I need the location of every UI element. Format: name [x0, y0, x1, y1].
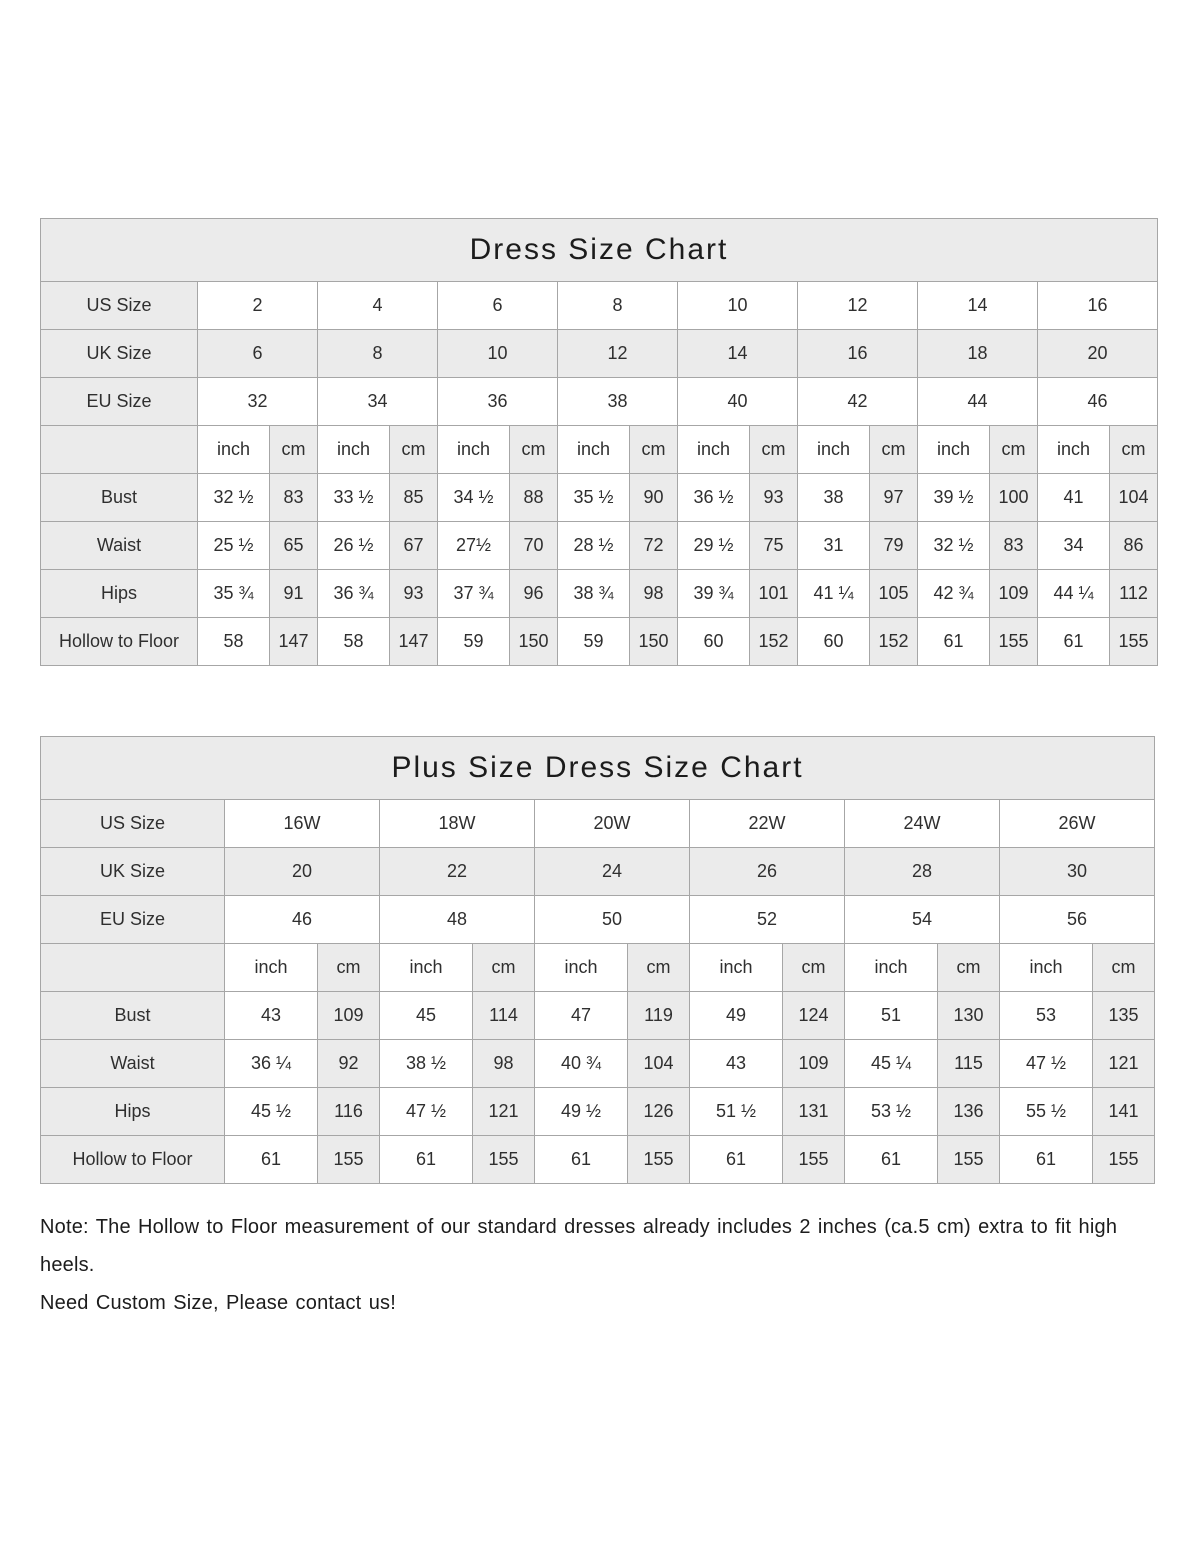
measure-cm-cell: 98 [473, 1040, 535, 1088]
measure-inch-cell: 53 [1000, 992, 1093, 1040]
measure-inch-cell: 61 [225, 1136, 318, 1184]
measure-inch-cell: 29 ½ [678, 522, 750, 570]
measure-inch-cell: 59 [438, 618, 510, 666]
unit-header-inch: inch [198, 426, 270, 474]
measure-cm-cell: 115 [938, 1040, 1000, 1088]
size-value-cell: 50 [535, 896, 690, 944]
measure-cm-cell: 141 [1093, 1088, 1155, 1136]
unit-header-cm: cm [270, 426, 318, 474]
measure-inch-cell: 26 ½ [318, 522, 390, 570]
size-value-cell: 10 [678, 282, 798, 330]
measure-cm-cell: 93 [750, 474, 798, 522]
unit-header-cm: cm [1110, 426, 1158, 474]
size-value-cell: 22 [380, 848, 535, 896]
measure-cm-cell: 155 [938, 1136, 1000, 1184]
measure-cm-cell: 124 [783, 992, 845, 1040]
measure-cm-cell: 126 [628, 1088, 690, 1136]
row-label-hips: Hips [41, 570, 198, 618]
measure-cm-cell: 90 [630, 474, 678, 522]
measure-cm-cell: 104 [628, 1040, 690, 1088]
row-label-waist: Waist [41, 522, 198, 570]
size-value-cell: 6 [438, 282, 558, 330]
measure-inch-cell: 42 ¾ [918, 570, 990, 618]
measure-inch-cell: 58 [198, 618, 270, 666]
measure-inch-cell: 51 ½ [690, 1088, 783, 1136]
size-value-cell: 26 [690, 848, 845, 896]
size-value-cell: 40 [678, 378, 798, 426]
unit-header-cm: cm [628, 944, 690, 992]
size-value-cell: 18 [918, 330, 1038, 378]
measure-cm-cell: 150 [510, 618, 558, 666]
measure-inch-cell: 36 ¾ [318, 570, 390, 618]
measure-inch-cell: 38 ½ [380, 1040, 473, 1088]
measure-cm-cell: 83 [990, 522, 1038, 570]
measure-cm-cell: 85 [390, 474, 438, 522]
size-value-cell: 6 [198, 330, 318, 378]
plus-size-dress-size-chart-table [40, 736, 1155, 1184]
measure-inch-cell: 59 [558, 618, 630, 666]
measure-cm-cell: 155 [318, 1136, 380, 1184]
unit-header-inch: inch [318, 426, 390, 474]
size-value-cell: 16 [1038, 282, 1158, 330]
measure-cm-cell: 97 [870, 474, 918, 522]
row-label-us-size: US Size [41, 800, 225, 848]
size-value-cell: 46 [1038, 378, 1158, 426]
measure-cm-cell: 101 [750, 570, 798, 618]
measure-inch-cell: 61 [1000, 1136, 1093, 1184]
measure-inch-cell: 27½ [438, 522, 510, 570]
corner-cell [41, 426, 198, 474]
measure-inch-cell: 60 [798, 618, 870, 666]
measure-inch-cell: 43 [690, 1040, 783, 1088]
corner-cell [41, 944, 225, 992]
measure-inch-cell: 31 [798, 522, 870, 570]
row-label-hollow-to-floor: Hollow to Floor [41, 618, 198, 666]
measure-cm-cell: 91 [270, 570, 318, 618]
measure-inch-cell: 61 [918, 618, 990, 666]
measure-inch-cell: 61 [535, 1136, 628, 1184]
measure-inch-cell: 39 ¾ [678, 570, 750, 618]
unit-header-cm: cm [750, 426, 798, 474]
row-label-waist: Waist [41, 1040, 225, 1088]
unit-header-cm: cm [870, 426, 918, 474]
measure-cm-cell: 98 [630, 570, 678, 618]
measure-inch-cell: 51 [845, 992, 938, 1040]
size-value-cell: 12 [558, 330, 678, 378]
size-value-cell: 4 [318, 282, 438, 330]
measure-inch-cell: 41 ¼ [798, 570, 870, 618]
size-value-cell: 30 [1000, 848, 1155, 896]
row-label-bust: Bust [41, 992, 225, 1040]
measure-cm-cell: 152 [750, 618, 798, 666]
measure-cm-cell: 83 [270, 474, 318, 522]
size-value-cell: 28 [845, 848, 1000, 896]
size-value-cell: 18W [380, 800, 535, 848]
size-value-cell: 8 [558, 282, 678, 330]
unit-header-inch: inch [535, 944, 628, 992]
measure-cm-cell: 121 [473, 1088, 535, 1136]
measure-inch-cell: 45 ¼ [845, 1040, 938, 1088]
measure-cm-cell: 155 [628, 1136, 690, 1184]
measure-inch-cell: 53 ½ [845, 1088, 938, 1136]
measure-cm-cell: 93 [390, 570, 438, 618]
measure-cm-cell: 152 [870, 618, 918, 666]
size-value-cell: 42 [798, 378, 918, 426]
measure-inch-cell: 61 [690, 1136, 783, 1184]
measure-inch-cell: 61 [380, 1136, 473, 1184]
unit-header-cm: cm [630, 426, 678, 474]
measure-cm-cell: 104 [1110, 474, 1158, 522]
size-value-cell: 32 [198, 378, 318, 426]
measure-cm-cell: 109 [990, 570, 1038, 618]
measure-inch-cell: 49 [690, 992, 783, 1040]
unit-header-inch: inch [798, 426, 870, 474]
measure-cm-cell: 155 [1093, 1136, 1155, 1184]
measure-cm-cell: 114 [473, 992, 535, 1040]
size-value-cell: 20 [225, 848, 380, 896]
measure-cm-cell: 147 [270, 618, 318, 666]
measure-cm-cell: 100 [990, 474, 1038, 522]
size-value-cell: 20W [535, 800, 690, 848]
row-label-hips: Hips [41, 1088, 225, 1136]
measure-cm-cell: 155 [473, 1136, 535, 1184]
size-value-cell: 54 [845, 896, 1000, 944]
size-value-cell: 8 [318, 330, 438, 378]
table-title: Dress Size Chart [41, 219, 1158, 282]
measure-cm-cell: 86 [1110, 522, 1158, 570]
measure-cm-cell: 65 [270, 522, 318, 570]
size-value-cell: 12 [798, 282, 918, 330]
note-line-hollow-to-floor: Note: The Hollow to Floor measurement of our standard dresses already includes 2 inches (ca.5 cm) extra to fit high heels. [40, 1216, 1118, 1276]
measure-inch-cell: 43 [225, 992, 318, 1040]
measure-cm-cell: 116 [318, 1088, 380, 1136]
measure-inch-cell: 47 ½ [380, 1088, 473, 1136]
measure-inch-cell: 38 [798, 474, 870, 522]
note-line-custom-size: Need Custom Size, Please contact us! [40, 1292, 396, 1314]
unit-header-cm: cm [783, 944, 845, 992]
measure-cm-cell: 72 [630, 522, 678, 570]
measure-inch-cell: 55 ½ [1000, 1088, 1093, 1136]
size-value-cell: 20 [1038, 330, 1158, 378]
size-value-cell: 26W [1000, 800, 1155, 848]
size-value-cell: 36 [438, 378, 558, 426]
measure-inch-cell: 28 ½ [558, 522, 630, 570]
unit-header-inch: inch [918, 426, 990, 474]
measure-inch-cell: 37 ¾ [438, 570, 510, 618]
measure-cm-cell: 96 [510, 570, 558, 618]
size-value-cell: 14 [678, 330, 798, 378]
measure-inch-cell: 49 ½ [535, 1088, 628, 1136]
measure-cm-cell: 109 [783, 1040, 845, 1088]
unit-header-cm: cm [318, 944, 380, 992]
row-label-eu-size: EU Size [41, 378, 198, 426]
measure-inch-cell: 32 ½ [918, 522, 990, 570]
measure-inch-cell: 61 [1038, 618, 1110, 666]
measure-inch-cell: 45 ½ [225, 1088, 318, 1136]
measure-cm-cell: 70 [510, 522, 558, 570]
size-value-cell: 10 [438, 330, 558, 378]
measure-cm-cell: 150 [630, 618, 678, 666]
size-value-cell: 34 [318, 378, 438, 426]
measure-inch-cell: 39 ½ [918, 474, 990, 522]
size-value-cell: 46 [225, 896, 380, 944]
table-title: Plus Size Dress Size Chart [41, 737, 1155, 800]
measure-inch-cell: 32 ½ [198, 474, 270, 522]
row-label-bust: Bust [41, 474, 198, 522]
measure-cm-cell: 155 [1110, 618, 1158, 666]
measure-cm-cell: 112 [1110, 570, 1158, 618]
measure-cm-cell: 105 [870, 570, 918, 618]
measure-inch-cell: 38 ¾ [558, 570, 630, 618]
size-value-cell: 22W [690, 800, 845, 848]
measure-cm-cell: 67 [390, 522, 438, 570]
measure-cm-cell: 130 [938, 992, 1000, 1040]
measure-cm-cell: 109 [318, 992, 380, 1040]
unit-header-cm: cm [473, 944, 535, 992]
unit-header-inch: inch [690, 944, 783, 992]
size-value-cell: 48 [380, 896, 535, 944]
unit-header-cm: cm [938, 944, 1000, 992]
measure-cm-cell: 131 [783, 1088, 845, 1136]
measure-inch-cell: 41 [1038, 474, 1110, 522]
measure-cm-cell: 121 [1093, 1040, 1155, 1088]
measure-inch-cell: 34 ½ [438, 474, 510, 522]
size-value-cell: 52 [690, 896, 845, 944]
unit-header-inch: inch [380, 944, 473, 992]
measure-cm-cell: 119 [628, 992, 690, 1040]
measure-cm-cell: 155 [783, 1136, 845, 1184]
dress-size-chart-table [40, 218, 1158, 666]
unit-header-cm: cm [1093, 944, 1155, 992]
size-value-cell: 38 [558, 378, 678, 426]
measure-cm-cell: 75 [750, 522, 798, 570]
unit-header-inch: inch [225, 944, 318, 992]
measure-inch-cell: 47 ½ [1000, 1040, 1093, 1088]
measure-inch-cell: 36 ½ [678, 474, 750, 522]
row-label-eu-size: EU Size [41, 896, 225, 944]
measure-cm-cell: 147 [390, 618, 438, 666]
measure-inch-cell: 33 ½ [318, 474, 390, 522]
size-value-cell: 44 [918, 378, 1038, 426]
row-label-hollow-to-floor: Hollow to Floor [41, 1136, 225, 1184]
unit-header-inch: inch [1000, 944, 1093, 992]
unit-header-inch: inch [438, 426, 510, 474]
measure-inch-cell: 36 ¼ [225, 1040, 318, 1088]
unit-header-cm: cm [390, 426, 438, 474]
size-value-cell: 16 [798, 330, 918, 378]
measure-inch-cell: 47 [535, 992, 628, 1040]
measure-cm-cell: 88 [510, 474, 558, 522]
measure-inch-cell: 35 ½ [558, 474, 630, 522]
unit-header-cm: cm [510, 426, 558, 474]
measure-cm-cell: 155 [990, 618, 1038, 666]
size-value-cell: 2 [198, 282, 318, 330]
measure-inch-cell: 58 [318, 618, 390, 666]
measure-inch-cell: 40 ¾ [535, 1040, 628, 1088]
size-value-cell: 16W [225, 800, 380, 848]
measure-inch-cell: 44 ¼ [1038, 570, 1110, 618]
size-value-cell: 14 [918, 282, 1038, 330]
measure-cm-cell: 136 [938, 1088, 1000, 1136]
measure-inch-cell: 45 [380, 992, 473, 1040]
measure-cm-cell: 92 [318, 1040, 380, 1088]
unit-header-cm: cm [990, 426, 1038, 474]
measure-inch-cell: 60 [678, 618, 750, 666]
unit-header-inch: inch [558, 426, 630, 474]
unit-header-inch: inch [845, 944, 938, 992]
size-value-cell: 24W [845, 800, 1000, 848]
unit-header-inch: inch [1038, 426, 1110, 474]
measure-inch-cell: 34 [1038, 522, 1110, 570]
unit-header-inch: inch [678, 426, 750, 474]
measure-cm-cell: 135 [1093, 992, 1155, 1040]
row-label-uk-size: UK Size [41, 330, 198, 378]
measure-inch-cell: 25 ½ [198, 522, 270, 570]
measure-inch-cell: 35 ¾ [198, 570, 270, 618]
row-label-us-size: US Size [41, 282, 198, 330]
row-label-uk-size: UK Size [41, 848, 225, 896]
measure-cm-cell: 79 [870, 522, 918, 570]
size-value-cell: 56 [1000, 896, 1155, 944]
note-text [40, 1208, 1158, 1322]
size-value-cell: 24 [535, 848, 690, 896]
measure-inch-cell: 61 [845, 1136, 938, 1184]
